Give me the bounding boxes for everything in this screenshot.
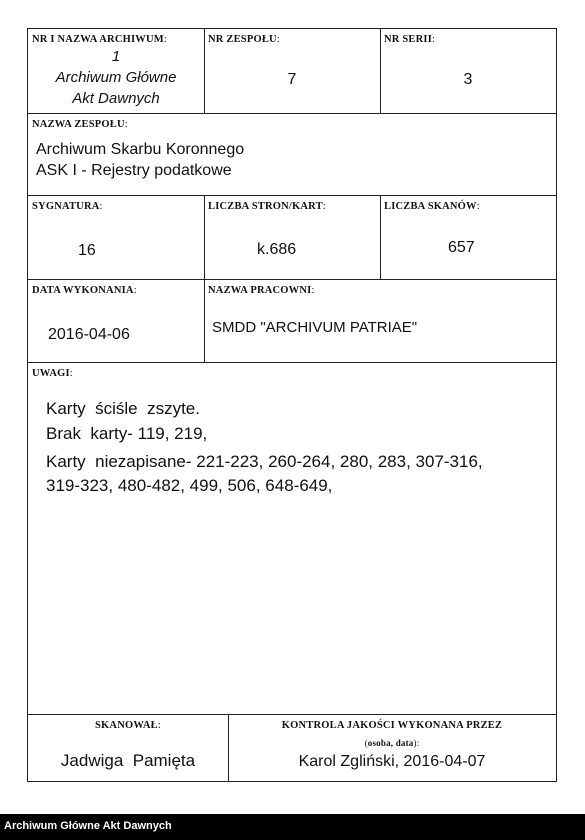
row-divider: [28, 195, 556, 196]
remarks-line1: Karty ściśle zszyte.: [46, 399, 200, 418]
scans-label: LICZBA SKANÓW:: [384, 201, 480, 212]
quality-sublabel: (osoba, data):: [364, 738, 420, 748]
fond-number-label: NR ZESPOŁU:: [208, 34, 280, 45]
footer-text: Archiwum Główne Akt Dawnych: [4, 820, 172, 832]
footer-bar: [0, 814, 585, 840]
archive-number: 1: [111, 48, 121, 65]
signature-label: SYGNATURA:: [32, 201, 103, 212]
series-number-label: NR SERII:: [384, 34, 436, 45]
pages-label: LICZBA STRON/KART:: [208, 201, 326, 212]
remarks-line3: Karty niezapisane- 221-223, 260-264, 280, 283, 307-316,: [46, 452, 483, 471]
archive-name-line2: Akt Dawnych: [72, 90, 160, 107]
row-divider: [28, 113, 556, 114]
col-divider: [204, 279, 205, 362]
archive-label: NR I NAZWA ARCHIWUM:: [32, 34, 167, 45]
row-divider: [28, 362, 556, 363]
fond-number-value: 7: [287, 71, 297, 88]
workshop-value: SMDD "ARCHIVUM PATRIAE": [212, 319, 418, 336]
remarks-line4: 319-323, 480-482, 499, 506, 648-649,: [46, 476, 333, 495]
remarks-label: UWAGI:: [32, 368, 73, 379]
workshop-label: NAZWA PRACOWNI:: [208, 285, 315, 296]
fond-name-label: NAZWA ZESPOŁU:: [32, 119, 128, 130]
fond-name-line1: Archiwum Skarbu Koronnego: [36, 141, 245, 158]
metadata-form: [27, 28, 557, 782]
signature-value: 16: [78, 242, 96, 259]
quality-value: Karol Zgliński, 2016-04-07: [298, 753, 486, 770]
scans-value: 657: [448, 239, 475, 256]
col-divider: [380, 195, 381, 279]
date-value: 2016-04-06: [48, 326, 130, 343]
row-divider: [28, 279, 556, 280]
pages-value: k.686: [257, 241, 297, 258]
col-divider: [204, 195, 205, 279]
date-label: DATA WYKONANIA:: [32, 285, 137, 296]
scanned-by-value: Jadwiga Pamięta: [60, 751, 196, 770]
archive-name-line1: Archiwum Główne: [55, 69, 177, 86]
remarks-line2: Brak karty- 119, 219,: [46, 424, 208, 443]
row-divider: [28, 714, 556, 715]
quality-label: KONTROLA JAKOŚCI WYKONANA PRZEZ: [281, 720, 503, 731]
fond-name-line2: ASK I - Rejestry podatkowe: [36, 162, 232, 179]
series-number-value: 3: [463, 71, 473, 88]
scanned-by-label: SKANOWAŁ:: [95, 720, 161, 731]
